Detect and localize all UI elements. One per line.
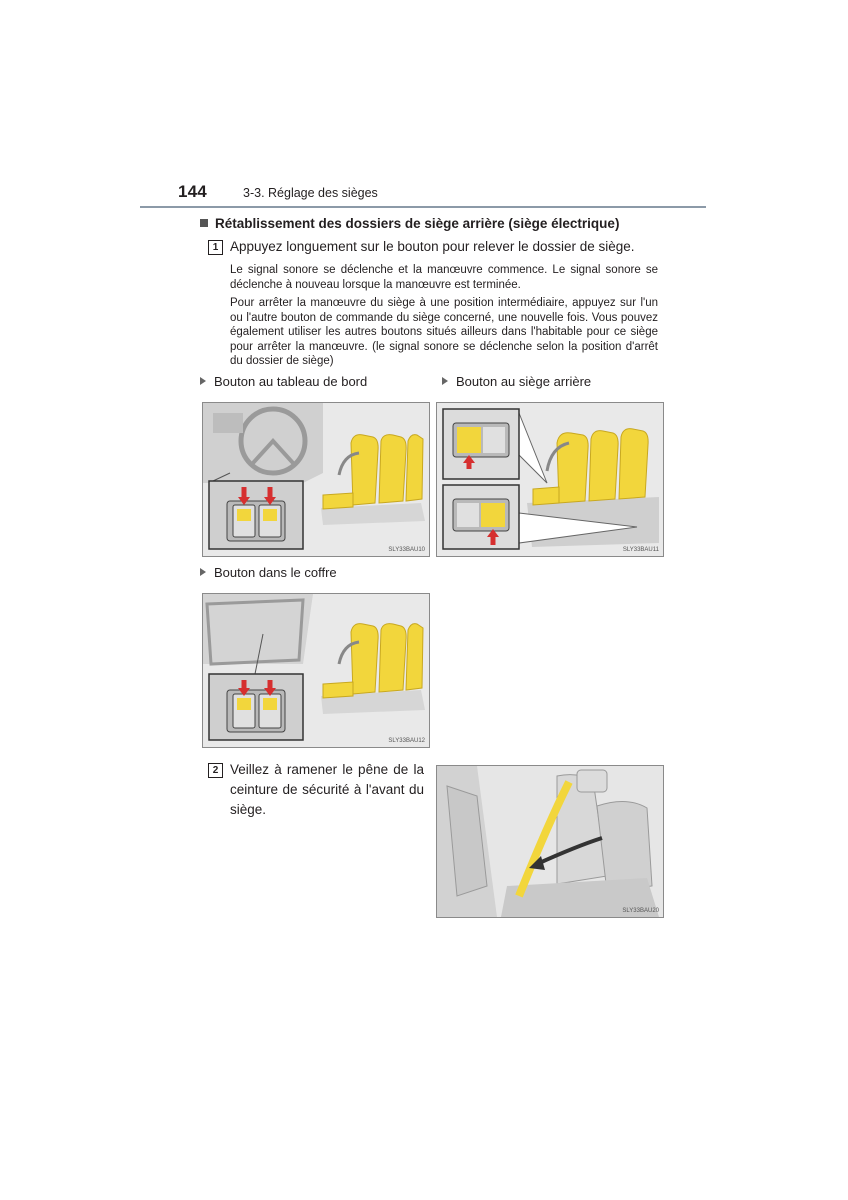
figure-dashboard-button [202, 402, 430, 557]
step-1-note-2: Pour arrêter la manœuvre du siège à une position intermédiaire, appuyez sur l'un ou l'autre bouton de commande du siège concerné, une nouvelle fois. Vous pouvez également utiliser les autres boutons situés ailleurs dans l'habitable pour ce siège pour arrêter la manœuvre. (le signal sonore se déclenche selon la position d'arrêt du dossier de siège) [230, 297, 658, 367]
bullet-rear-seat [442, 374, 591, 389]
step-2-badge: 2 [208, 763, 223, 778]
bullet-rear-seat-text: Bouton au siège arrière [456, 374, 592, 389]
bullet-trunk [200, 565, 337, 580]
step-2-text: Veillez à ramener le pêne de la ceinture de sécurité à l'avant du siège. [230, 762, 424, 817]
figure-trunk-button [202, 593, 430, 748]
figure-seat-belt [436, 765, 664, 918]
figure-code: SLY33BAU12 [388, 738, 425, 744]
bullet-dashboard-text: Bouton au tableau de bord [214, 374, 368, 389]
step-1-badge: 1 [208, 240, 223, 255]
page-number: 144 [178, 182, 207, 201]
figure-code: SLY33BAU11 [622, 547, 659, 553]
bullet-trunk-text: Bouton dans le coffre [214, 565, 337, 580]
figure-code: SLY33BAU10 [388, 547, 425, 553]
header-rule [140, 206, 706, 208]
figure-code: SLY33BAU20 [622, 908, 659, 914]
square-bullet-icon [200, 219, 208, 227]
triangle-bullet-icon [200, 377, 206, 385]
figure-rear-seat-button [436, 402, 664, 557]
section-heading [200, 216, 619, 231]
triangle-bullet-icon [442, 377, 448, 385]
section-heading-text: Rétablissement des dossiers de siège arrière (siège électrique) [215, 216, 620, 231]
triangle-bullet-icon [200, 568, 206, 576]
bullet-dashboard [200, 374, 367, 389]
section-title: 3-3. Réglage des sièges [243, 186, 378, 200]
step-1-note-1: Le signal sonore se déclenche et la manœuvre commence. Le signal sonore se déclenche à nouveau lorsque la manœuvre est terminée. [230, 264, 658, 291]
step-1-text: Appuyez longuement sur le bouton pour relever le dossier de siège. [230, 239, 635, 254]
